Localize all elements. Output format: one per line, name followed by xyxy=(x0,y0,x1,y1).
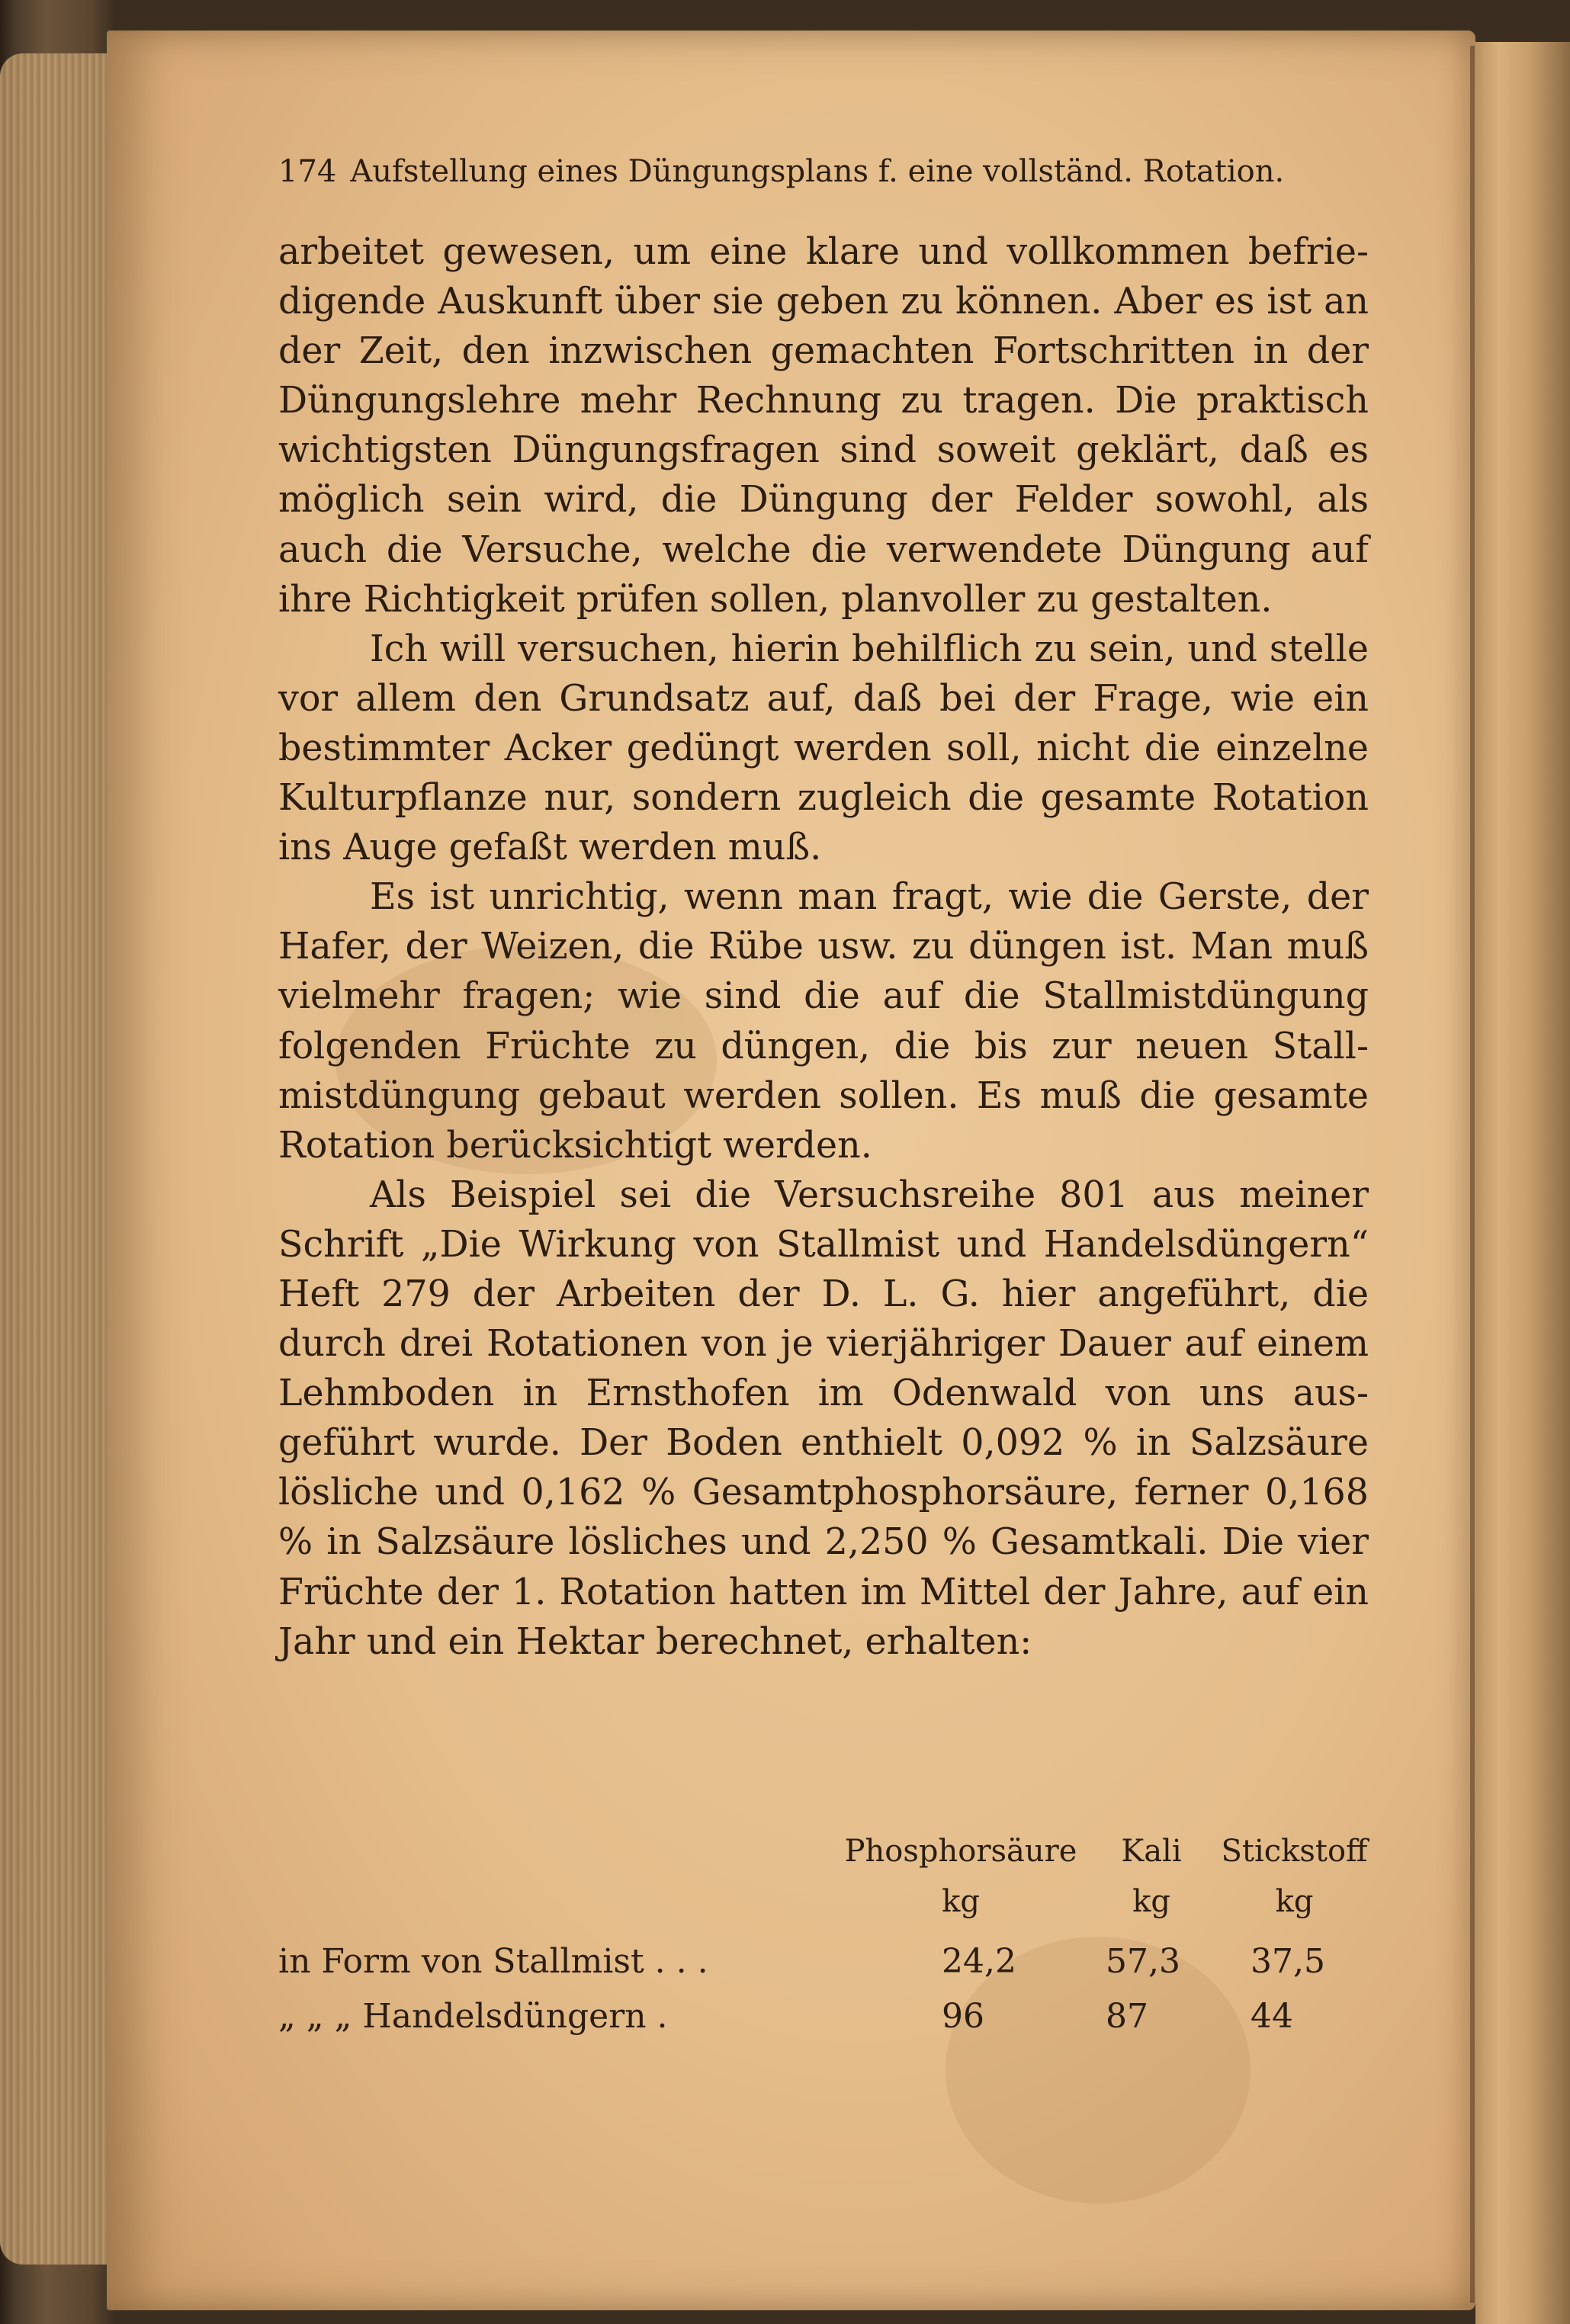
nutrient-table xyxy=(278,1834,1369,2044)
row-label: in Form von Stallmist . . . xyxy=(278,1942,708,1981)
paragraph: Es ist unrichtig, wenn man fragt, wie die Gerste, der Hafer, der Weizen, die Rübe usw. zu düngen ist. Man muß vielmehr fragen; wie sind die auf die Stallmistdüngung folgenden Früchte zu düngen, die bis zur neuen Stallmistdüngung gebaut werden sollen. Es muß die gesamte Rotation berücksichtigt werden. xyxy=(278,876,1369,1167)
table-row xyxy=(278,1934,1369,1989)
table-cell: 24,2 xyxy=(942,1942,1016,1981)
page-edge-shadow xyxy=(1470,46,1475,2303)
table-cell: 37,5 xyxy=(1251,1942,1325,1981)
table-unit-row xyxy=(278,1884,1369,1934)
unit-label: kg xyxy=(1275,1884,1314,1919)
paragraph: arbeitet gewesen, um eine klare und vollkommen befriedigende Auskunft über sie geben zu können. Aber es ist an der Zeit, den inzwischen gemachten Fortschritten in der Düngungslehre mehr Rechnung zu tragen. Die praktisch wichtigsten Düngungsfragen sind soweit geklärt, daß es möglich sein wird, die Düngung der Felder sowohl, als auch die Versuche, welche die verwendete Düngung auf ihre Richtigkeit prüfen sollen, planvoller zu gestalten. xyxy=(278,231,1369,621)
body-text xyxy=(278,227,1369,1667)
table-cell: 87 xyxy=(1106,1997,1148,2036)
table-cell: 44 xyxy=(1251,1997,1293,2036)
book-page-stack-right xyxy=(1475,42,1570,2324)
row-label: „ „ „ Handelsdüngern . xyxy=(278,1997,668,2036)
book-page-stack-left xyxy=(0,53,114,2265)
table-header-row xyxy=(278,1834,1369,1884)
running-title: Aufstellung eines Düngungsplans f. eine vollständ. Rotation. xyxy=(350,154,1285,189)
table-row xyxy=(278,1989,1369,2044)
column-header-phosphorsaeure: Phosphorsäure xyxy=(844,1834,1077,1869)
unit-label: kg xyxy=(1132,1884,1170,1919)
table-cell: 57,3 xyxy=(1106,1942,1180,1981)
page-number: 174 xyxy=(278,154,337,189)
column-header-kali: Kali xyxy=(1121,1834,1182,1869)
paragraph: Als Beispiel sei die Versuchsreihe 801 aus meiner Schrift „Die Wirkung von Stallmist und Handelsdüngern“ Heft 279 der Arbeiten der D. L. G. hier angeführt, die durch drei Rotationen von je vierjähriger Dauer auf einem Lehmboden in Ernsthofen im Odenwald von uns ausgeführt wurde. Der Boden enthielt 0,092 % in Salzsäure lösliche und 0,162 % Gesamtphosphorsäure, ferner 0,168 % in Salzsäure lösliches und 2,250 % Gesamtkali. Die vier Früchte der 1. Rotation hatten im Mittel der Jahre, auf ein Jahr und ein Hektar berechnet, erhalten: xyxy=(278,1173,1369,1663)
running-header xyxy=(278,145,1369,198)
column-header-stickstoff: Stickstoff xyxy=(1221,1834,1368,1869)
table-cell: 96 xyxy=(942,1997,984,2036)
paragraph: Ich will versuchen, hierin behilflich zu sein, und stelle vor allem den Grundsatz auf, daß bei der Frage, wie ein bestimmter Acker gedüngt werden soll, nicht die einzelne Kulturpflanze nur, sondern zugleich die gesamte Rotation ins Auge gefaßt werden muß. xyxy=(278,628,1369,869)
unit-label: kg xyxy=(942,1884,980,1919)
